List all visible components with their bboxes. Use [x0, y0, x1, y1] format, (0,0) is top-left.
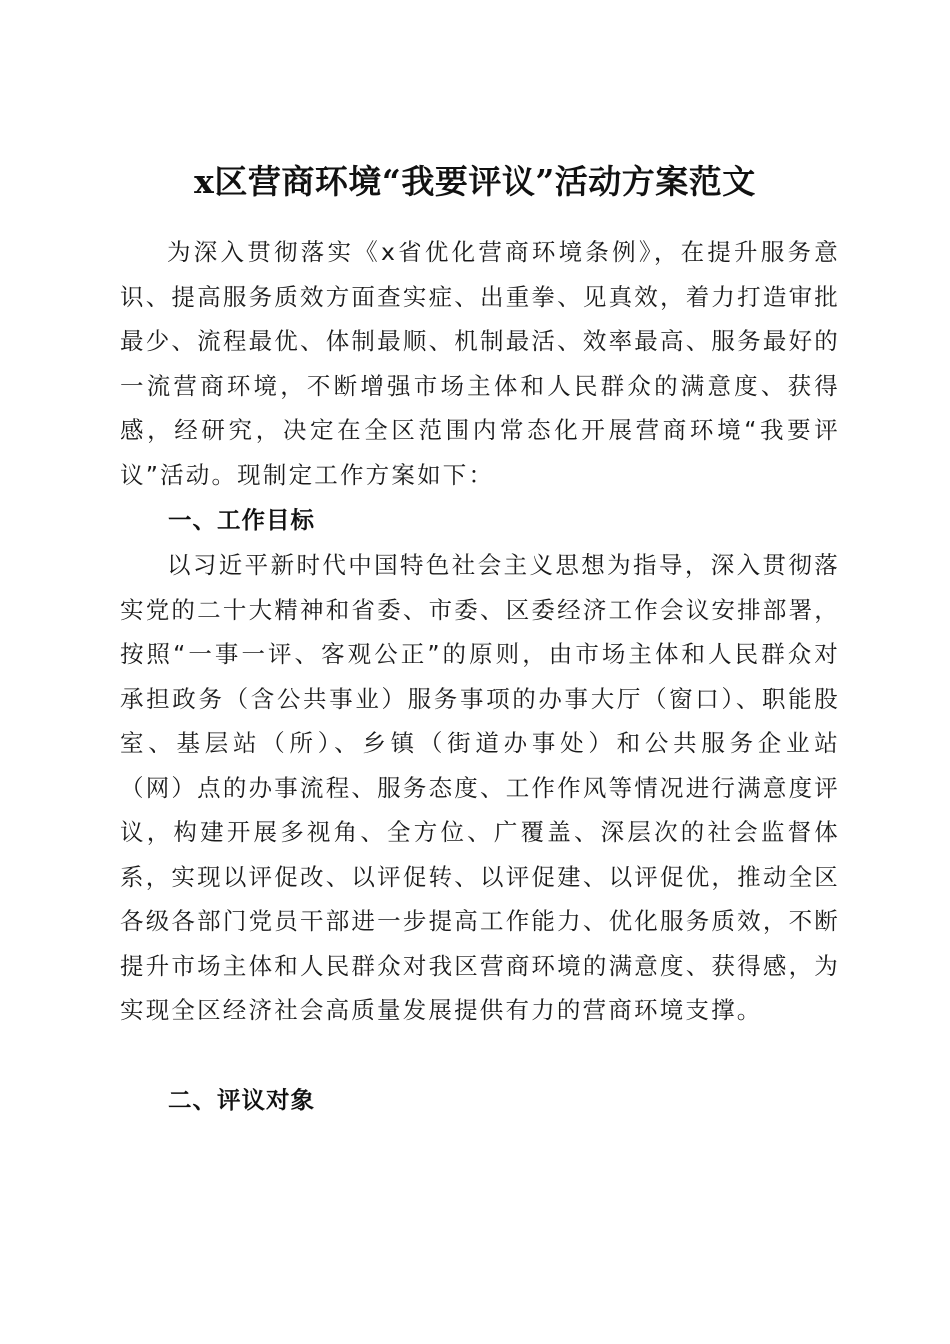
document-title: x区营商环境“我要评议”活动方案范文: [194, 162, 756, 202]
intro-paragraph: 为深入贯彻落实《x省优化营商环境条例》，在提升服务意识、提高服务质效方面查实症、出重拳、见真效，着力打造审批最少、流程最优、体制最顺、机制最活、效率最高、服务最好的一流营商环境，不断增强市场主体和人民群众的满意度、获得感，经研究，决定在全区范围内常态化开展营商环境“我要评议”活动。现制定工作方案如下：: [120, 238, 840, 489]
section-heading-evaluation-targets: 二、评议对象: [168, 1086, 315, 1114]
section-paragraph-work-goals: 以习近平新时代中国特色社会主义思想为指导，深入贯彻落实党的二十大精神和省委、市委、区委经济工作会议安排部署，按照“一事一评、客观公正”的原则，由市场主体和人民群众对承担政务（含公共事业）服务事项的办事大厅（窗口）、职能股室、基层站（所）、乡镇（街道办事处）和公共服务企业站（网）点的办事流程、服务态度、工作作风等情况进行满意度评议，构建开展多视角、全方位、广覆盖、深层次的社会监督体系，实现以评促改、以评促转、以评促建、以评促优，推动全区各级各部门党员干部进一步提高工作能力、优化服务质效，不断提升市场主体和人民群众对我区营商环境的满意度、获得感，为实现全区经济社会高质量发展提供有力的营商环境支撑。: [120, 551, 840, 1024]
section-heading-work-goals: 一、工作目标: [168, 506, 315, 534]
